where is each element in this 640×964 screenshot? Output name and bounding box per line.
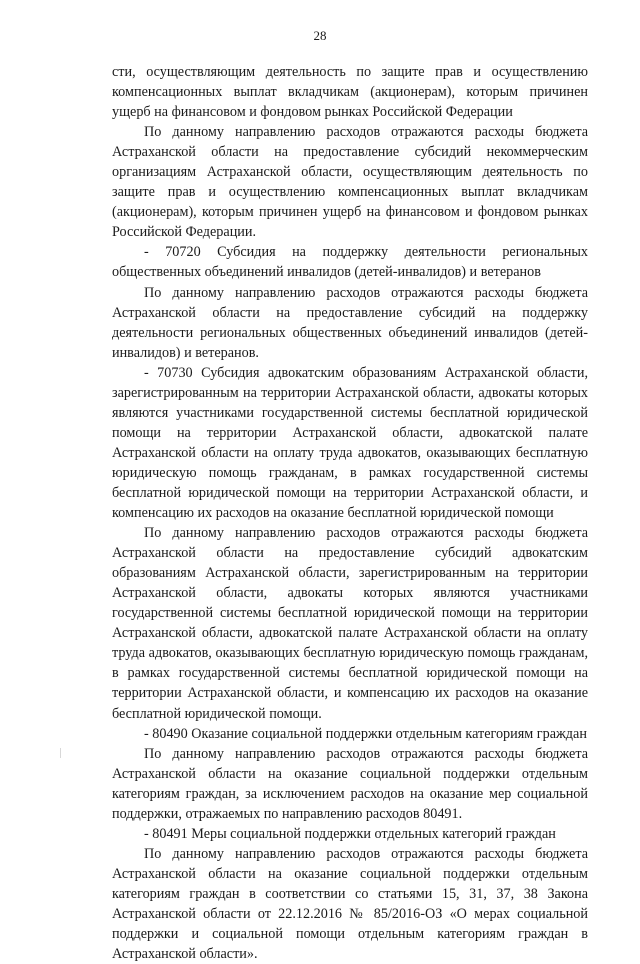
paragraph: По данному направлению расходов отражаются расходы бюджета Астраханской области на оказание социальной поддержки отдельным категориям граждан в соответствии со статьями 15, 31, 37, 38 Закона Астраханской области от 22.12.2016 № 85/2016-ОЗ «О мерах социальной поддержки и социальной помощи отдельным категориям граждан в Астраханской области». <box>112 845 588 963</box>
expense-code-heading-70730: - 70730 Субсидия адвокатским образованиям Астраханской области, зарегистрированным на территории Астраханской области, адвокаты которых являются участниками государственной системы бесплатной юридической помощи на территории Астраханской области, адвокатской палате Астраханской области на оплату труда адвокатов, оказывающих бесплатную юридическую помощь гражданам, в рамках государственной системы бесплатной юридической помощи на территории Астраханской области, и компенсацию их расходов на оказание бесплатной юридической помощи <box>112 364 588 522</box>
scan-margin-mark <box>60 748 61 758</box>
paragraph: По данному направлению расходов отражаются расходы бюджета Астраханской области на предоставление субсидий некоммерческим организациям Астраханской области, осуществляющим деятельность по защите прав и осуществлению компенсационных выплат вкладчикам (акционерам), которым причинен ущерб на финансовом и фондовом рынках Российской Федерации. <box>112 124 588 241</box>
expense-code-heading-80490: - 80490 Оказание социальной поддержки отдельным категориям граждан <box>144 725 587 742</box>
expense-code-heading-70720: - 70720 Субсидия на поддержку деятельности региональных общественных объединений инвалидов (детей-инвалидов) и ветеранов <box>112 244 588 281</box>
document-body <box>112 62 588 964</box>
paragraph: По данному направлению расходов отражаются расходы бюджета Астраханской области на предоставление субсидий адвокатским образованиям Астраханской области, зарегистрированным на территории Астраханской области, адвокаты которых являются участниками государственной системы бесплатной юридической помощи на территории Астраханской области, адвокатской палате Астраханской области на оплату труда адвокатов, оказывающих бесплатную юридическую помощь гражданам, в рамках государственной системы бесплатной юридической помощи на территории Астраханской области, и компенсацию их расходов на оказание бесплатной юридической помощи. <box>112 525 588 722</box>
page-number: 28 <box>313 28 327 43</box>
paragraph: По данному направлению расходов отражаются расходы бюджета Астраханской области на предоставление субсидий на поддержку деятельности региональных общественных объединений инвалидов (детей-инвалидов) и ветеранов. <box>112 284 588 361</box>
paragraph: По данному направлению расходов отражаются расходы бюджета Астраханской области на оказание социальной поддержки отдельным категориям граждан, за исключением расходов на оказание мер социальной поддержки, отражаемых по направлению расходов 80491. <box>112 745 588 822</box>
expense-code-heading-80491: - 80491 Меры социальной поддержки отдельных категорий граждан <box>144 825 556 842</box>
paragraph-continuation: сти, осуществляющим деятельность по защите прав и осуществлению компенсационных выплат вкладчикам (акционерам), которым причинен ущерб на финансовом и фондовом рынках Российской Федерации <box>112 64 588 121</box>
